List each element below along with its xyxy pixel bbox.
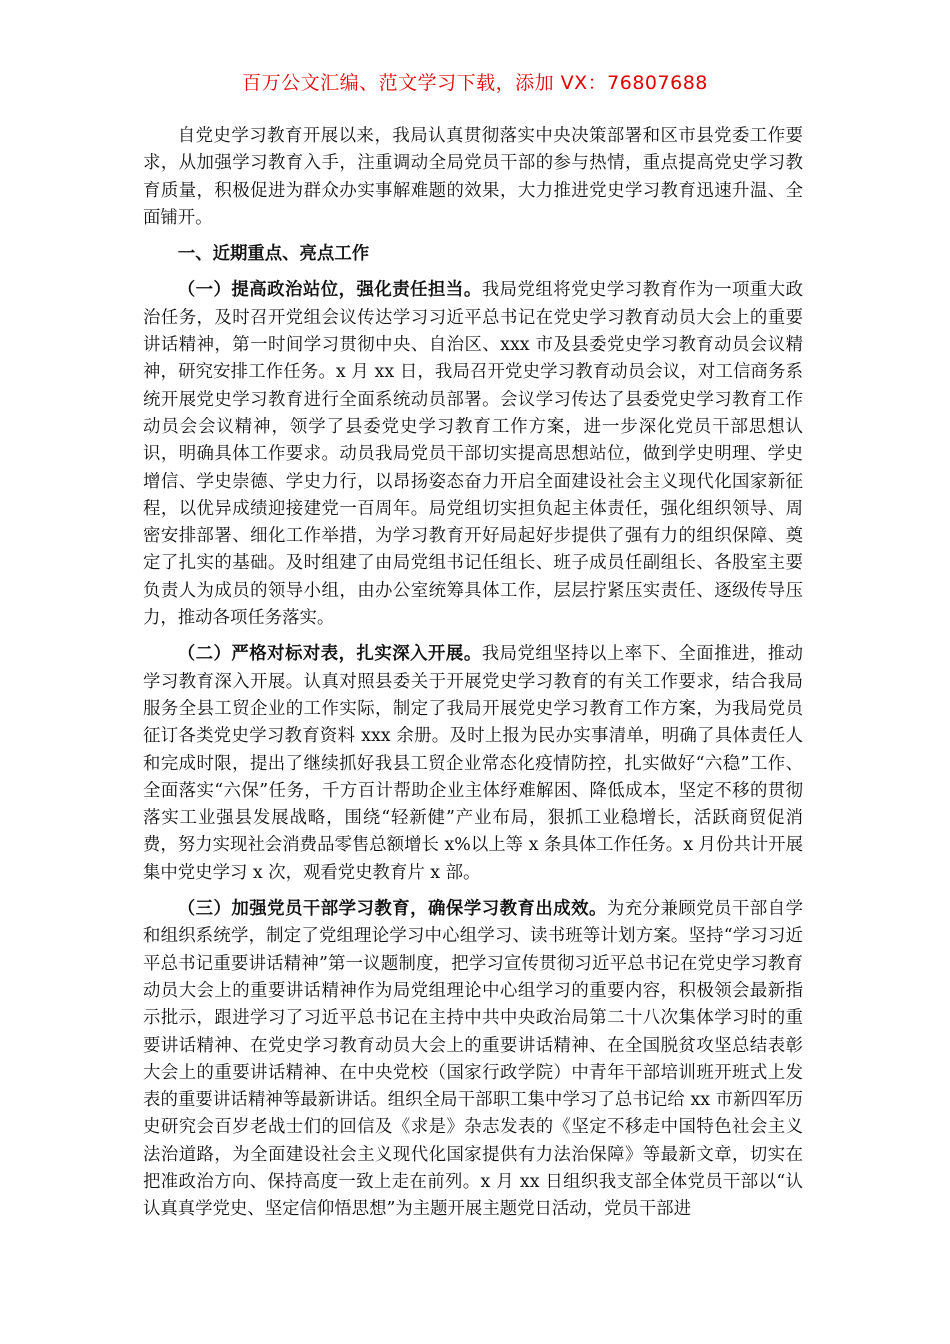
intro-paragraph: 自党史学习教育开展以来，我局认真贯彻落实中央决策部署和区市县党委工作要求，从加强学习教育入手，注重调动全局党员干部的参与热情，重点提高党史学习教育质量，积极促进为群众办实事解难题的效果，大力推进党史学习教育迅速升温、全面铺开。 xyxy=(143,126,803,228)
paragraph-3-body: 为充分兼顾党员干部自学和组织系统学，制定了党组理论学习中心组学习、读书班等计划方案。坚持“学习习近平总书记重要讲话精神”第一议题制度，把学习宣传贯彻习近平总书记在党史学习教育动员大会上的重要讲话精神作为局党组理论中心组学习的重要内容，积极领会最新指示批示，跟进学习了习近平总书记在主持中共中央政治局第二十八次集体学习时的重要讲话精神、在党史学习教育动员大会上的重要讲话精神、在全国脱贫攻坚总结表彰大会上的重要讲话精神、在中央党校（国家行政学院）中青年干部培训班开班式上发表的重要讲话精神等最新讲话。组织全局干部职工集中学习了总书记给 xx 市新四军历史研究会百岁老战士们的回信及《求是》杂志发表的《坚定不移走中国特色社会主义法治道路，为全面建设社会主义现代化国家提供有力法治保障》等最新文章，切实在把准政治方向、保持高度一致上走在前列。x 月 xx 日组织我支部全体党员干部以“认认真真学党史、坚定信仰悟思想”为主题开展主题党日活动，党员干部进 xyxy=(143,899,803,1220)
section-heading: 一、近期重点、亮点工作 xyxy=(177,244,370,265)
paragraph-2-lead: （二）严格对标对表，扎实深入开展。 xyxy=(177,644,482,665)
paragraph-1 xyxy=(143,277,803,632)
download-banner: 百万公文汇编、范文学习下载，添加 VX：76807688 xyxy=(242,72,708,94)
paragraph-1-body: 我局党组将党史学习教育作为一项重大政治任务，及时召开党组会议传达学习习近平总书记在党史学习教育动员大会上的重要讲话精神，第一时间学习贯彻中央、自治区、xxx 市及县委党史学习教育动员会议精神，研究安排工作任务。x 月 xx 日，我局召开党史学习教育动员会议，对工信商务系统开展党史学习教育进行全面系统动员部署。会议学习传达了县委党史学习教育工作动员会会议精神，领学了县委党史学习教育工作方案，进一步深化党员干部思想认识，明确具体工作要求。动员我局党员干部切实提高思想站位，做到学史明理、学史增信、学史崇德、学史力行，以昂扬姿态奋力开启全面建设社会主义现代化国家新征程，以优异成绩迎接建党一百周年。局党组切实担负起主体责任，强化组织领导、周密安排部署、细化工作举措，为学习教育开好局起好步提供了强有力的组织保障、奠定了扎实的基础。及时组建了由局党组书记任组长、班子成员任副组长、各股室主要负责人为成员的领导小组，由办公室统筹具体工作，层层拧紧压实责任、逐级传导压力，推动各项任务落实。 xyxy=(143,280,803,629)
paragraph-3 xyxy=(143,896,803,1224)
document-body xyxy=(143,123,803,1224)
paragraph-2-body: 我局党组坚持以上率下、全面推进，推动学习教育深入开展。认真对照县委关于开展党史学习教育的有关工作要求，结合我局服务全县工贸企业的工作实际，制定了我局开展党史学习教育工作方案，为我局党员征订各类党史学习教育资料 xxx 余册。及时上报为民办实事清单，明确了具体责任人和完成时限，提出了继续抓好我县工贸企业常态化疫情防控，扎实做好“六稳”工作、全面落实“六保”任务，千方百计帮助企业主体纾难解困、降低成本，坚定不移的贯彻落实工业强县发展战略，围绕“轻新健”产业布局，狠抓工业稳增长，活跃商贸促消费，努力实现社会消费品零售总额增长 x%以上等 x 条具体工作任务。x 月份共计开展集中党史学习 x 次，观看党史教育片 x 部。 xyxy=(143,644,803,883)
paragraph-2 xyxy=(143,641,803,887)
paragraph-1-lead: （一）提高政治站位，强化责任担当。 xyxy=(177,280,482,301)
paragraph-3-lead: （三）加强党员干部学习教育，确保学习教育出成效。 xyxy=(177,899,607,920)
